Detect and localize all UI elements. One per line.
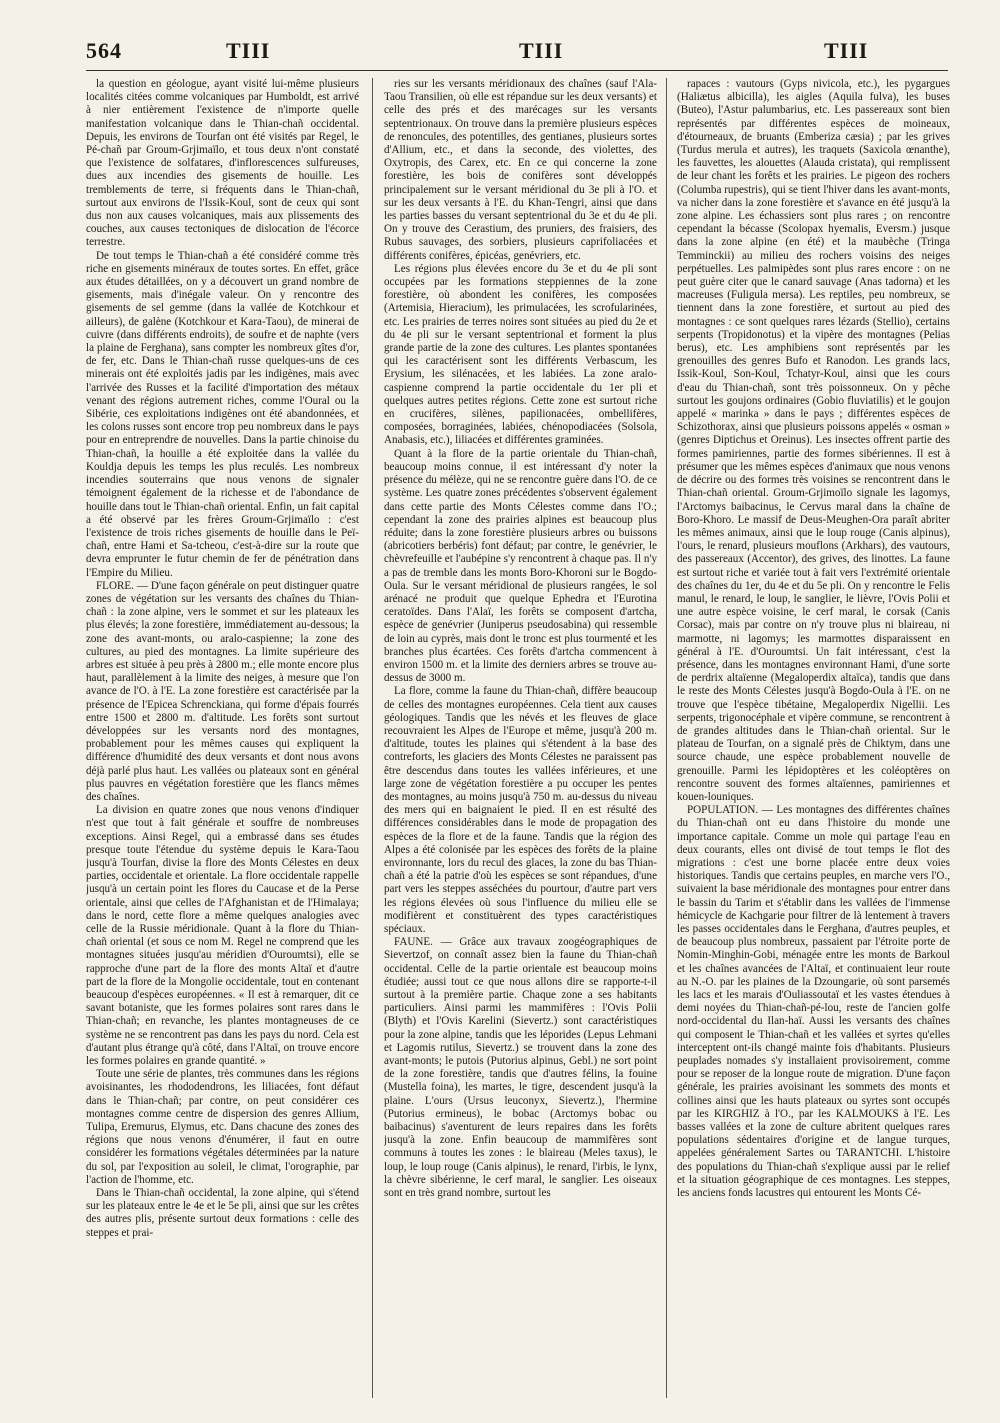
paragraph: la question en géologue, ayant visité lui-même plusieurs localités citées comme volcaniques par Humboldt, est arrivé à nier entièrement l'existence de n'importe quelle manifestation volcanique dans le Thian-chañ occidental. Depuis, les environs de Tourfan ont été visités par Regel, le Pé-chañ par Groum-Grjimaïlo, et tous deux n'ont constaté que l'existence de solfatares, d'inflorescences sulfureuses, dues aux incendies des gisements de houille. Les tremblements de terre, si fréquents dans le Thian-chañ, surtout aux environs de l'Issik-Koul, sont de ceux qui sont dus non aux causes volcaniques, mais aux plissements des couches, aux causes tectoniques de dislocation de l'écorce terrestre. xyxy=(86,78,359,249)
text-column-3 xyxy=(677,78,950,1398)
running-head-center: TIII xyxy=(519,38,564,63)
column-divider xyxy=(372,78,373,1398)
paragraph: Toute une série de plantes, très communes dans les régions avoisinantes, les rhododendrons, les liliacées, font défaut dans le Thian-chañ; par contre, on peut considérer ces montagnes comme centre de dispersion des genres Allium, Tulipa, Eremurus, Elymus, etc. Dans chacune des zones des régions que nous venons d'énumérer, il faut en outre considérer les formations végétales déterminées par la nature du sol, par l'exposition au soleil, le climat, l'orographie, par l'action de l'homme, etc. xyxy=(86,1068,359,1186)
running-head-right: TIII xyxy=(824,38,869,63)
paragraph: rapaces : vautours (Gyps nivicola, etc.), les pygargues (Haliætus albicilla), les aigles (Aquila fulva), les buses (Buteo), l'Astur palumbarius, etc. Les passereaux sont bien représentés par différentes espèces de moineaux, d'étourneaux, de bruants (Emberiza cæsia) ; par les grives (Turdus merula et autres), les traquets (Saxicola œnanthe), les fauvettes, les alouettes (Alauda cristata), qui remplissent de leur chant les forêts et les prairies. Le pigeon des rochers (Columba rupestris), qui se tient l'hiver dans les avant-monts, va nicher dans la zone forestière et s'avance en été jusqu'à la zone alpine. Les échassiers sont plus rares ; on rencontre cependant la bécasse (Scolopax hyemalis, Eversm.) jusque dans la zone alpine (en été) et la maubèche (Tringa Temminckii) au milieu des rochers voisins des neiges perpétuelles. Les palmipèdes sont plus rares encore : on ne peut guère citer que le canard sauvage (Anas tadorna) et les macreuses (Fuligula mersa). Les reptiles, peu nombreux, se tiennent dans la zone forestière, et surtout au pied des montagnes : ce sont quelques rares lézards (Stellio), certains serpents (Tropidonotus) et la vipère des montagnes (Pelias berus), etc. Les amphibiens sont représentés par les grenouilles des genres Bufo et Ranodon. Les grands lacs, Issik-Koul, Son-Koul, Tchatyr-Koul, ainsi que les cours d'eau du Thian-chañ, sont très poissonneux. On y pêche surtout les goujons ordinaires (Gobio fluviatilis) et le goujon appelé « marinka » dans le pays ; différentes espèces de Schizothorax, ainsi que plusieurs poissons appelés « osman » (genres Diptichus et Oreinus). Les insectes offrent partie des formes pamiriennes, partie des formes sibériennes. Il est à présumer que les mêmes espèces d'animaux que nous venons de décrire ou des formes très voisines se rencontrent dans le Thian-chañ oriental. Groum-Grjimoïlo signale les lagomys, l'Arctomys baibacinus, le Cervus maral dans la chaîne de Boro-Khoro. Le massif de Deus-Meughen-Ora paraît abriter les mêmes animaux, ainsi que le loup rouge (Canis alpinus), l'ours, le renard, plusieurs mouflons (Arkhars), des vautours, des passereaux (Accentor), des grives, des linottes. La faune est surtout riche et variée tout à fait vers l'extrémité orientale des chaînes du 1er, du 4e et du 5e pli. On y rencontre le Felis manul, le renard, le loup, le sanglier, le lièvre, l'Ovis Polii et une autre espèce voisine, le cerf maral, le corsak (Canis Corsac), mais par contre on n'y trouve plus ni blaireau, ni marmotte, ni lagomys; les marmottes disparaissent en général à l'E. d'Ouroumtsi. Un fait intéressant, c'est la présence, dans les montagnes environnant Hami, d'une sorte de perdrix altaïenne (Megaloperdix altaïca), tandis que dans le reste des Monts Célestes jusqu'à Bogdo-Oula à l'E. on ne trouve que l'espèce tibétaine, Megaloperdix Nigellii. Les serpents, trigonocéphale et vipère commune, se rencontrent à de grandes altitudes dans le Thian-chañ oriental. Sur le plateau de Tourfan, on a signalé près de Chiktym, dans une source chaude, une espèce probablement nouvelle de grenouille. Parmi les lépidoptères et les coléoptères on rencontre souvent des formes altaïennes, pamiriennes et kouen-louniques. xyxy=(677,78,950,803)
page-header xyxy=(86,38,946,74)
paragraph: De tout temps le Thian-chañ a été considéré comme très riche en gisements minéraux de toutes sortes. En effet, grâce aux études détaillées, on y a découvert un grand nombre de gisements, mais d'inégale valeur. On y rencontre des gisements de sel gemme (dans la vallée de Kotchkour et ailleurs), de galène (Kotchkour et Kara-Taou), de minerai de cuivre (dans différents endroits), de soufre et de naphte (vers la plaine de Ferghana), sans compter les nombreux gîtes d'or, de fer, etc. Dans le Thian-chañ russe quelques-uns de ces minerais ont été exploités jadis par les indigènes, mais avec l'arrivée des Russes et la facilité d'importation des métaux venant des régions autrement riches, comme l'Oural ou la Sibérie, ces exploitations indigènes ont été abandonnées, et les colons russes sont encore trop peu nombreux dans le pays pour en entreprendre de nouvelles. Dans la partie chinoise du Thian-chañ, la houille a été exploitée dans la vallée du Kouldja depuis les temps les plus reculés. Les nombreux incendies souterrains que nous venons de signaler témoignent également de la richesse et de l'abondance de houille dans tout le Thian-chañ oriental. Enfin, un fait capital a été observé par les frères Groum-Grjimaïlo : c'est l'existence de trois riches gisements de houille dans le Peï-chañ, entre Hami et Sa-tcheou, c'est-à-dire sur la route que devra emprunter le futur chemin de fer de pénétration dans l'Empire du Milieu. xyxy=(86,249,359,579)
paragraph: FLORE. — D'une façon générale on peut distinguer quatre zones de végétation sur les versants des chaînes du Thian-chañ : la zone alpine, vers le sommet et sur les plateaux les plus élevés; la zone forestière, immédiatement au-dessous; la zone des avant-monts, ou aralo-caspienne; la zone des cultures, au pied des montagnes. La limite supérieure des arbres est située à peu près à 2800 m.; elle monte encore plus haut, parallèlement à la limite des neiges, à mesure que l'on avance de l'O. à l'E. La zone forestière est caractérisée par la présence de l'Epicea Schrenckiana, qui forme d'épais fourrés entre 1500 et 2800 m. d'altitude. Les forêts sont surtout développées sur les versants nord des montagnes, probablement pour les mêmes causes qui expliquent la différence d'humidité des deux versants et dont nous avons déjà parlé plus haut. Les vallées ou plateaux sont en général plus pauvres en végétation forestière que les flancs mêmes des chaînes. xyxy=(86,579,359,803)
text-column-2 xyxy=(384,78,657,1398)
paragraph: POPULATION. — Les montagnes des différentes chaînes du Thian-chañ ont eu dans l'histoire du monde une importance capitale. Comme un mole qui partage l'eau en deux courants, elles ont divisé de tout temps le flot des migrations : c'est une borne placée entre deux voies historiques. Tandis que certains peuples, en marche vers l'O., suivaient la base méridionale des montagnes pour entrer dans le bassin du Tarim et s'établir dans les vallées de l'immense hémicycle de Kachgarie pour filtrer de là lentement à travers les passes occidentales dans le Ferghana, d'autres peuples, et de beaucoup plus nombreux, passaient par l'étroite porte de Nomin-Minghin-Gobi, ménagée entre les monts de Barkoul et les chaînes avancées de l'Altaï, et continuaient leur route au N.-O. par les plaines de la Dzoungarie, où sont parsemés les lacs et les marais d'Ouliassoutaï et les vastes étendues à demi noyées du Thian-chañ-pé-lou, reste de l'ancien golfe nord-occidental du Ilan-haï. Aussi les versants des chaînes qui composent le Thian-chañ et les vallées et syrtes qu'elles interceptent ont-ils changé mainte fois d'habitants. Plusieurs peuplades nomades s'y installaient provisoirement, comme pour se reposer de la longue route de migration. D'une façon générale, les prairies avoisinant les sommets des monts et collines ainsi que les hauts plateaux ou syrtes sont occupés par les KIRGHIZ à l'O., par les KALMOUKS à l'E. Les basses vallées et la zone de culture abritent quelques rares populations sédentaires d'origine et de langue turques, appelées généralement Sartes ou TARANTCHI. L'histoire des populations du Thian-chañ s'explique aussi par le relief et la situation géographique de ces montagnes. Les steppes, les anciens fonds lacustres qui entourent les Monts Cé- xyxy=(677,804,950,1200)
text-column-1 xyxy=(86,78,359,1398)
paragraph: Quant à la flore de la partie orientale du Thian-chañ, beaucoup moins connue, il est intéressant d'y noter la présence du mélèze, qui ne se rencontre guère dans l'O. de ce système. Les quatre zones précédentes s'observent également dans cette partie des Monts Célestes comme dans l'O.; cependant la zone des prairies alpines est beaucoup plus réduite; dans la zone forestière plusieurs arbres ou buissons (abricotiers berbéris) font défaut; par contre, le genévrier, le chèvrefeuille et l'aubépine s'y rencontrent à chaque pas. Il n'y a pas de tremble dans les monts Boro-Khoroni sur le Bogdo-Oula. Sur le versant méridional de plusieurs rangées, le sol arénacé ne produit que quelque Ephedra et l'Eurotina ceratoïdes. Dans l'Alaï, les forêts se composent d'artcha, espèce de genévrier (Juniperus pseudosabina) qui ressemble de loin au cyprès, mais dont le tronc est plus tourmenté et les branches plus écartées. Ces forêts d'artcha commencent à environ 1500 m. et la limite des derniers arbres se trouve au-dessus de 3000 m. xyxy=(384,447,657,685)
paragraph: ries sur les versants méridionaux des chaînes (sauf l'Ala-Taou Transilien, où elle est répandue sur les deux versants) et celle des prés et des marécages sur les versants septentrionaux. On trouve dans la première plusieurs espèces de renoncules, des potentilles, des gentianes, plusieurs sortes d'Allium, etc., et dans la seconde, des violettes, des Oxytropis, des Carex, etc. En ce qui concerne la zone forestière, les bois de conifères sont développés principalement sur le versant méridional du 3e pli à l'O. et sur les deux versants à l'E. du Khan-Tengri, ainsi que dans les parties basses du versant septentrional du 3e et du 4e pli. On y trouve des Cerastium, des pruniers, des fraisiers, des Rubus sauvages, des sorbiers, plusieurs caprifoliacées et différents conifères, épicéas, genévriers, etc. xyxy=(384,78,657,262)
paragraph: Dans le Thian-chañ occidental, la zone alpine, qui s'étend sur les plateaux entre le 4e et le 5e pli, ainsi que sur les crêtes des autres plis, présente surtout deux formations : celle des steppes et prai- xyxy=(86,1187,359,1239)
paragraph: FAUNE. — Grâce aux travaux zoogéographiques de Sievertzof, on connaît assez bien la faune du Thian-chañ occidental. Celle de la partie orientale est beaucoup moins étudiée; aussi tout ce que nous allons dire se rapporte-t-il surtout à la première partie. Chaque zone a ses habitants particuliers. Ainsi parmi les mammifères : l'Ovis Polii (Blyth) et l'Ovis Karelini (Sievertz.) sont caractéristiques pour la zone alpine, tandis que les léporides (Lepus Lehmani et Lagomis rutilus, Sievertz.) se trouvent dans la zone des avant-monts; le putois (Putorius alpinus, Gebl.) ne sort point de la zone forestière, tandis que d'autres félins, la fouine (Mustella foina), les martes, le tigre, descendent jusqu'à la plaine. L'ours (Ursus leuconyx, Sievertz.), l'hermine (Putorius ermineus), le bobac (Arctomys bobac ou baibacinus) s'aventurent de leurs repaires dans les forêts jusqu'à la zone. Enfin beaucoup de mammifères sont communs à toutes les zones : le blaireau (Meles taxus), le loup, le loup rouge (Canis alpinus), le renard, l'irbis, le lynx, la chèvre sibérienne, le cerf maral, le sanglier. Les oiseaux sont en très grand nombre, surtout les xyxy=(384,936,657,1200)
page-number: 564 xyxy=(86,38,122,63)
paragraph: La flore, comme la faune du Thian-chañ, diffère beaucoup de celles des montagnes européennes. Cela tient aux causes géologiques. Tandis que les névés et les fleuves de glace recouvraient les Alpes de l'Europe et même, jusqu'à 200 m. d'altitude, toutes les plaines qui s'étendent à la base des contreforts, les glaciers des Monts Célestes ne paraissent pas être descendus dans toutes les vallées inférieures, et une large zone de végétation forestière a pu occuper les pentes des montagnes, au moins jusqu'à 750 m. au-dessus du niveau des mers qui en baignaient le pied. Il en est résulté des différences considérables dans le mode de propagation des espèces de la flore et de la faune. Tandis que la région des Alpes a été colonisée par les espèces des forêts de la plaine environnante, lors du recul des glaces, la zone du bas Thian-chañ a été la patrie d'où les espèces se sont répandues, d'une part vers les steppes asséchées du pourtour, d'autre part vers les régions élevées où sous l'influence du milieu elle se modifièrent et constituèrent des types caractéristiques spéciaux. xyxy=(384,685,657,935)
header-rule xyxy=(86,70,948,71)
running-head-left: TIII xyxy=(226,38,271,63)
paragraph: Les régions plus élevées encore du 3e et du 4e pli sont occupées par les formations steppiennes de la zone forestière, où abondent les conifères, les composées (Artemisia, Hieracium), les primulacées, les scrofularinées, etc. Les prairies de terres noires sont situées au pied du 2e et du 4e pli sur le versant septentrional et forment la plus grande partie de la zone des cultures. Les plantes spontanées qui les caractérisent sont les différents Verbascum, les Erysium, les silénacées, et les labiées. La zone aralo-caspienne comprend la partie occidentale du 1er pli et quelques autres petites régions. Cette zone est surtout riche en crucifères, silènes, papilionacées, ombellifères, composées, borraginées, labiées, chénopodiacées (Solsola, Anabasis, etc.), liliacées et différentes graminées. xyxy=(384,262,657,447)
column-divider xyxy=(666,78,667,1398)
paragraph: La division en quatre zones que nous venons d'indiquer n'est que tout à fait générale et souffre de nombreuses exceptions. Ainsi Regel, qui a embrassé dans ses études presque toute l'étendue du système depuis le Kara-Taou jusqu'à Tourfan, divise la flore des Monts Célestes en deux parties, occidentale et orientale. La flore occidentale rappelle jusqu'à un certain point les flores du Caucase et de la Perse orientale, ainsi que celles de l'Afghanistan et de l'Himalaya; dans le nord, cette flore a même quelques analogies avec celle de la Russie méridionale. Quant à la flore du Thian-chañ oriental (et sous ce nom M. Regel ne comprend que les montagnes situées jusqu'au méridien d'Ouroumtsi), elle se rapproche d'une part de la flore des monts Altaï et d'autre part de la flore de la Mongolie occidentale, tout en contenant beaucoup d'espèces européennes. « Il est à remarquer, dit ce savant botaniste, que les formes polaires sont rares dans le Thian-chañ; en revanche, les plantes montagneuses de ce système ne se rencontrent pas dans les pays du nord. Cela est d'autant plus étrange qu'à côté, dans l'Altaï, on trouve encore les formes polaires en grande quantité. » xyxy=(86,804,359,1068)
